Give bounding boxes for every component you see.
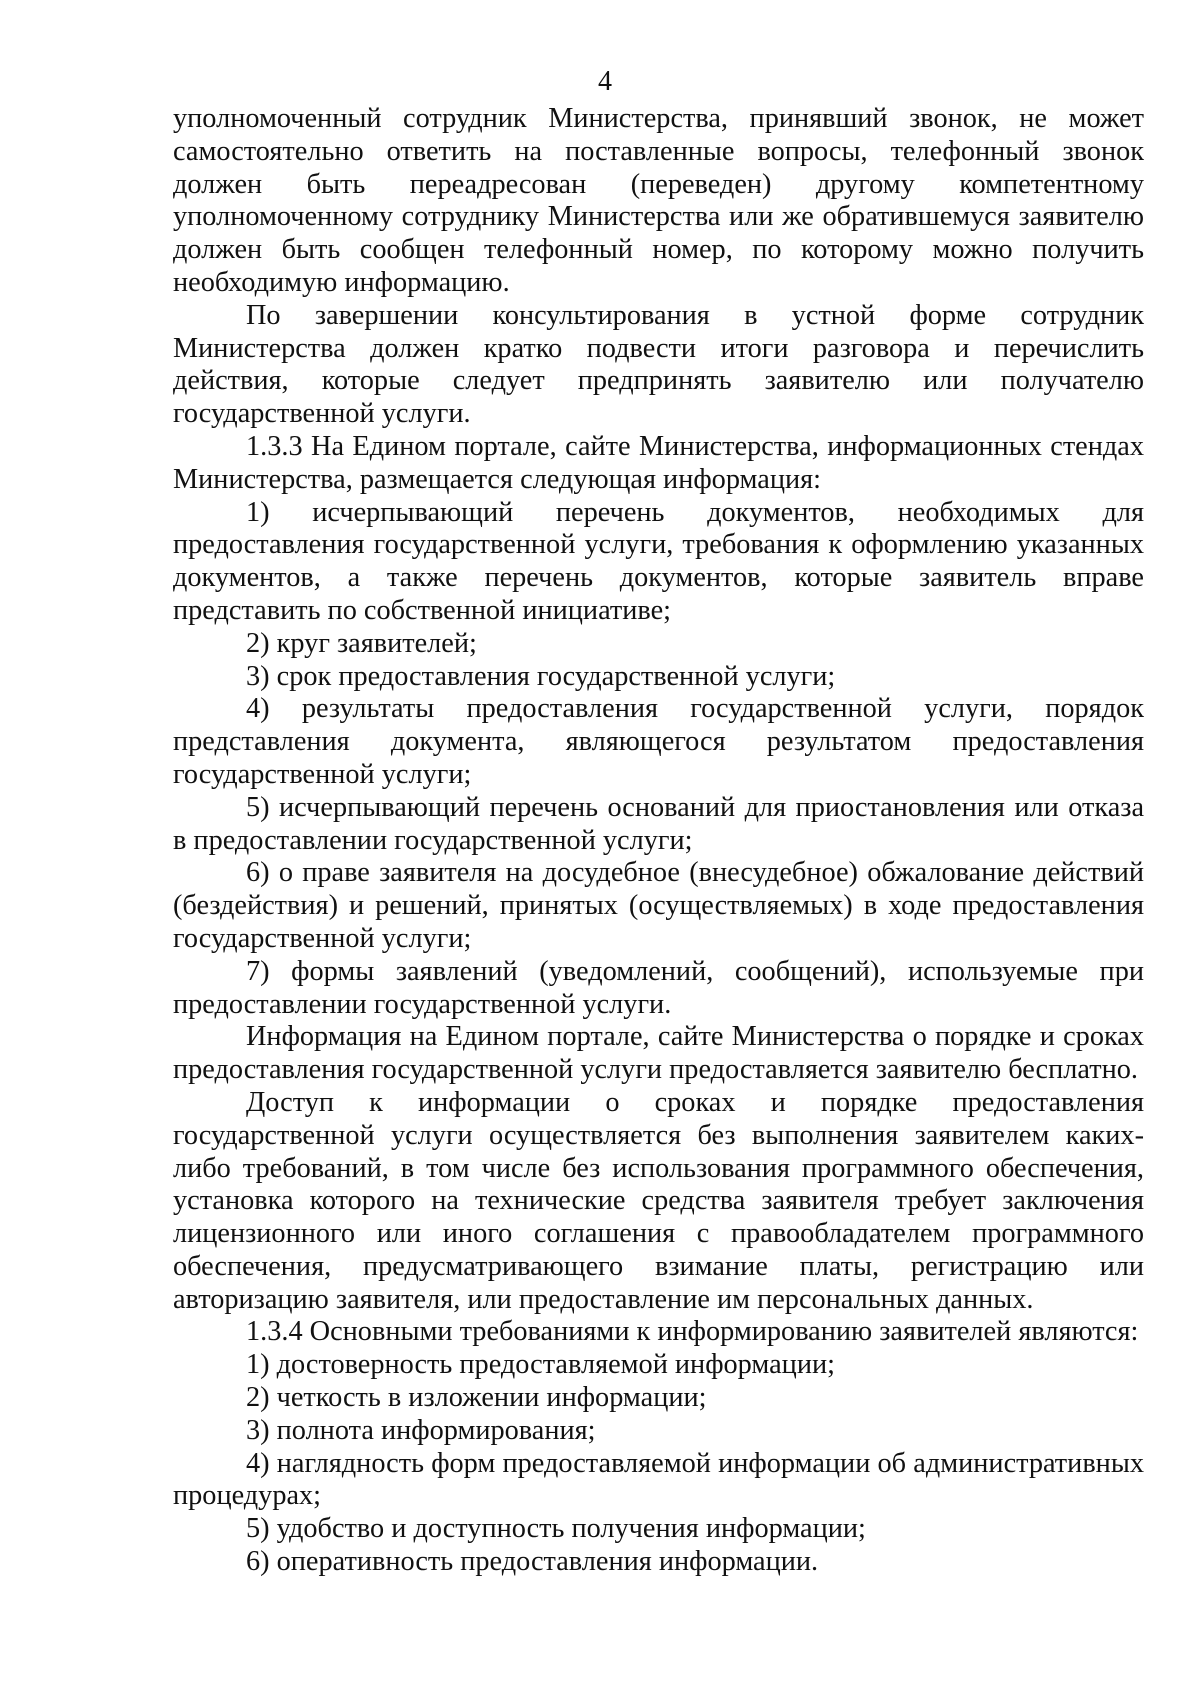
list-item: 4) наглядность форм предоставляемой информации об административных процедурах; — [173, 1447, 1144, 1512]
list-item: 3) полнота информирования; — [246, 1414, 596, 1446]
list-item: 3) срок предоставления государственной услуги; — [246, 660, 836, 692]
list-item: 1) исчерпывающий перечень документов, необходимых для предоставления государственной услуги, требования к оформлению указанных документов, а также перечень документов, которые заявитель вправе представить по собственной инициативе; — [173, 496, 1144, 626]
paragraph: По завершении консультирования в устной форме сотрудник Министерства должен кратко подвести итоги разговора и перечислить действия, которые следует предпринять заявителю или получателю государственной услуги. — [173, 299, 1144, 430]
list-item: 7) формы заявлений (уведомлений, сообщений), используемые при предоставлении государственной услуги. — [173, 955, 1144, 1020]
list-item: 6) оперативность предоставления информации. — [246, 1546, 819, 1578]
page-number: 4 — [598, 66, 612, 97]
paragraph: Информация на Едином портале, сайте Министерства о порядке и сроках предоставления государственной услуги предоставляется заявителю бесплатно. — [173, 1021, 1144, 1086]
list-item: 6) о праве заявителя на досудебное (внесудебное) обжалование действий (бездействия) и решений, принятых (осуществляемых) в ходе предоставления государственной услуги; — [173, 857, 1144, 954]
paragraph: 1.3.4 Основными требованиями к информированию заявителей являются: — [246, 1316, 1139, 1348]
list-item: 2) четкость в изложении информации; — [246, 1382, 707, 1414]
list-item: 5) удобство и доступность получения информации; — [246, 1513, 866, 1545]
paragraph: Доступ к информации о сроках и порядке предоставления государственной услуги осуществляется без выполнения заявителем каких-либо требований, в том числе без использования программного обеспечения, установка которого на технические средства заявителя требует заключения лицензионного или иного соглашения с правообладателем программного обеспечения, предусматривающего взимание платы, регистрацию или авторизацию заявителя, или предоставление им персональных данных. — [173, 1086, 1144, 1315]
list-item: 2) круг заявителей; — [246, 627, 477, 659]
list-item: 4) результаты предоставления государственной услуги, порядок представления документа, являющегося результатом предоставления государственной услуги; — [173, 693, 1144, 790]
paragraph: уполномоченный сотрудник Министерства, принявший звонок, не может самостоятельно ответить на поставленные вопросы, телефонный звонок должен быть переадресован (переведен) другому компетентному уполномоченному сотруднику Министерства или же обратившемуся заявителю должен быть сообщен телефонный номер, по которому можно получить необходимую информацию. — [173, 103, 1144, 298]
list-item: 1) достоверность предоставляемой информации; — [246, 1349, 835, 1381]
paragraph: 1.3.3 На Едином портале, сайте Министерства, информационных стендах Министерства, размещается следующая информация: — [173, 430, 1144, 495]
document-body — [173, 103, 1144, 1579]
list-item: 5) исчерпывающий перечень оснований для приостановления или отказа в предоставлении государственной услуги; — [173, 791, 1144, 856]
